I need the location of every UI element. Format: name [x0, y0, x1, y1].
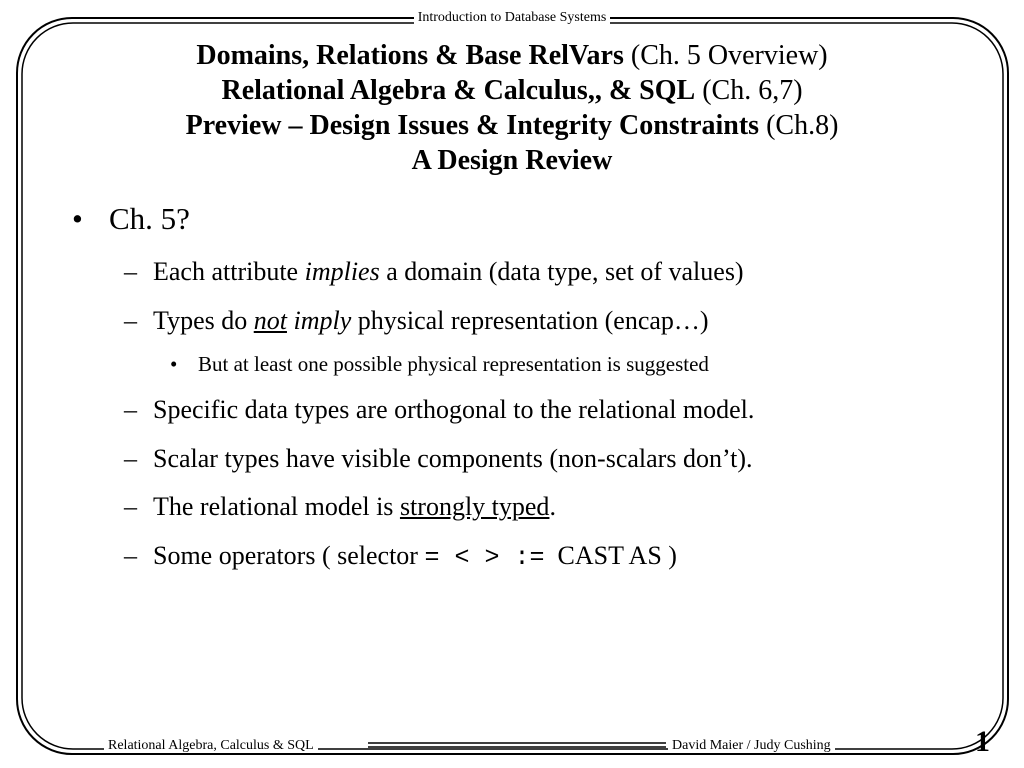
list-subitem-representation-suggested: [170, 351, 709, 377]
title-line-4: [40, 143, 984, 178]
subitem-text: But at least one possible physical representation is suggested: [198, 352, 709, 376]
slide-title: [40, 38, 984, 178]
title-line-2-normal: (Ch. 6,7): [695, 75, 803, 106]
dash-icon: –: [124, 541, 137, 570]
footer-left-label: [104, 737, 318, 755]
title-line-3-bold: Preview – Design Issues & Integrity Constraints: [185, 110, 760, 141]
item1-em: implies: [304, 257, 380, 286]
item6-pre: Some operators ( selector: [153, 541, 425, 570]
dash-icon: –: [124, 492, 137, 521]
title-line-2-bold: Relational Algebra & Calculus,, & SQL: [221, 75, 696, 106]
header-course-text: Introduction to Database Systems: [414, 10, 611, 25]
dash-icon: –: [124, 395, 137, 424]
item2-post: physical representation (encap…): [351, 306, 709, 335]
footer-right-label: [668, 737, 835, 755]
bullet-ch5: [72, 200, 190, 238]
item6-operators: = < > :=: [424, 543, 545, 572]
header-course-label: [0, 9, 1024, 27]
title-line-3: [40, 108, 984, 143]
title-line-4-bold: A Design Review: [411, 145, 613, 176]
footer-right-text: David Maier / Judy Cushing: [668, 738, 835, 753]
item2-underlined-em: not: [253, 306, 287, 335]
title-line-1-bold: Domains, Relations & Base RelVars: [196, 40, 624, 71]
bullet-icon: •: [72, 201, 83, 236]
title-line-1-normal: (Ch. 5 Overview): [623, 40, 828, 71]
dash-icon: –: [124, 306, 137, 335]
item2-pre: Types do: [153, 306, 254, 335]
dash-icon: –: [124, 444, 137, 473]
title-line-2: [40, 73, 984, 108]
bullet-ch5-text: Ch. 5?: [109, 201, 190, 236]
item1-post: a domain (data type, set of values): [379, 257, 744, 286]
list-item-scalar-types: [124, 443, 753, 475]
list-item-orthogonal: [124, 394, 754, 426]
item5-post: .: [549, 492, 556, 521]
item6-post: CAST AS ): [544, 541, 677, 570]
item2-em: imply: [293, 306, 352, 335]
list-item-strongly-typed: [124, 491, 556, 523]
item4-text: Scalar types have visible components (non-scalars don’t).: [153, 444, 753, 473]
title-line-3-normal: (Ch.8): [759, 110, 839, 141]
footer-left-text: Relational Algebra, Calculus & SQL: [104, 738, 318, 753]
item3-text: Specific data types are orthogonal to the relational model.: [153, 395, 755, 424]
title-line-1: [40, 38, 984, 73]
bullet-icon: •: [170, 352, 178, 376]
item5-underlined: strongly typed: [399, 492, 550, 521]
item5-pre: The relational model is: [153, 492, 400, 521]
list-item-attribute-domain: [124, 256, 744, 288]
dash-icon: –: [124, 257, 137, 286]
list-item-operators: [124, 540, 677, 574]
page-number: 1: [975, 725, 990, 758]
list-item-types-representation: [124, 305, 709, 337]
item1-pre: Each attribute: [153, 257, 305, 286]
